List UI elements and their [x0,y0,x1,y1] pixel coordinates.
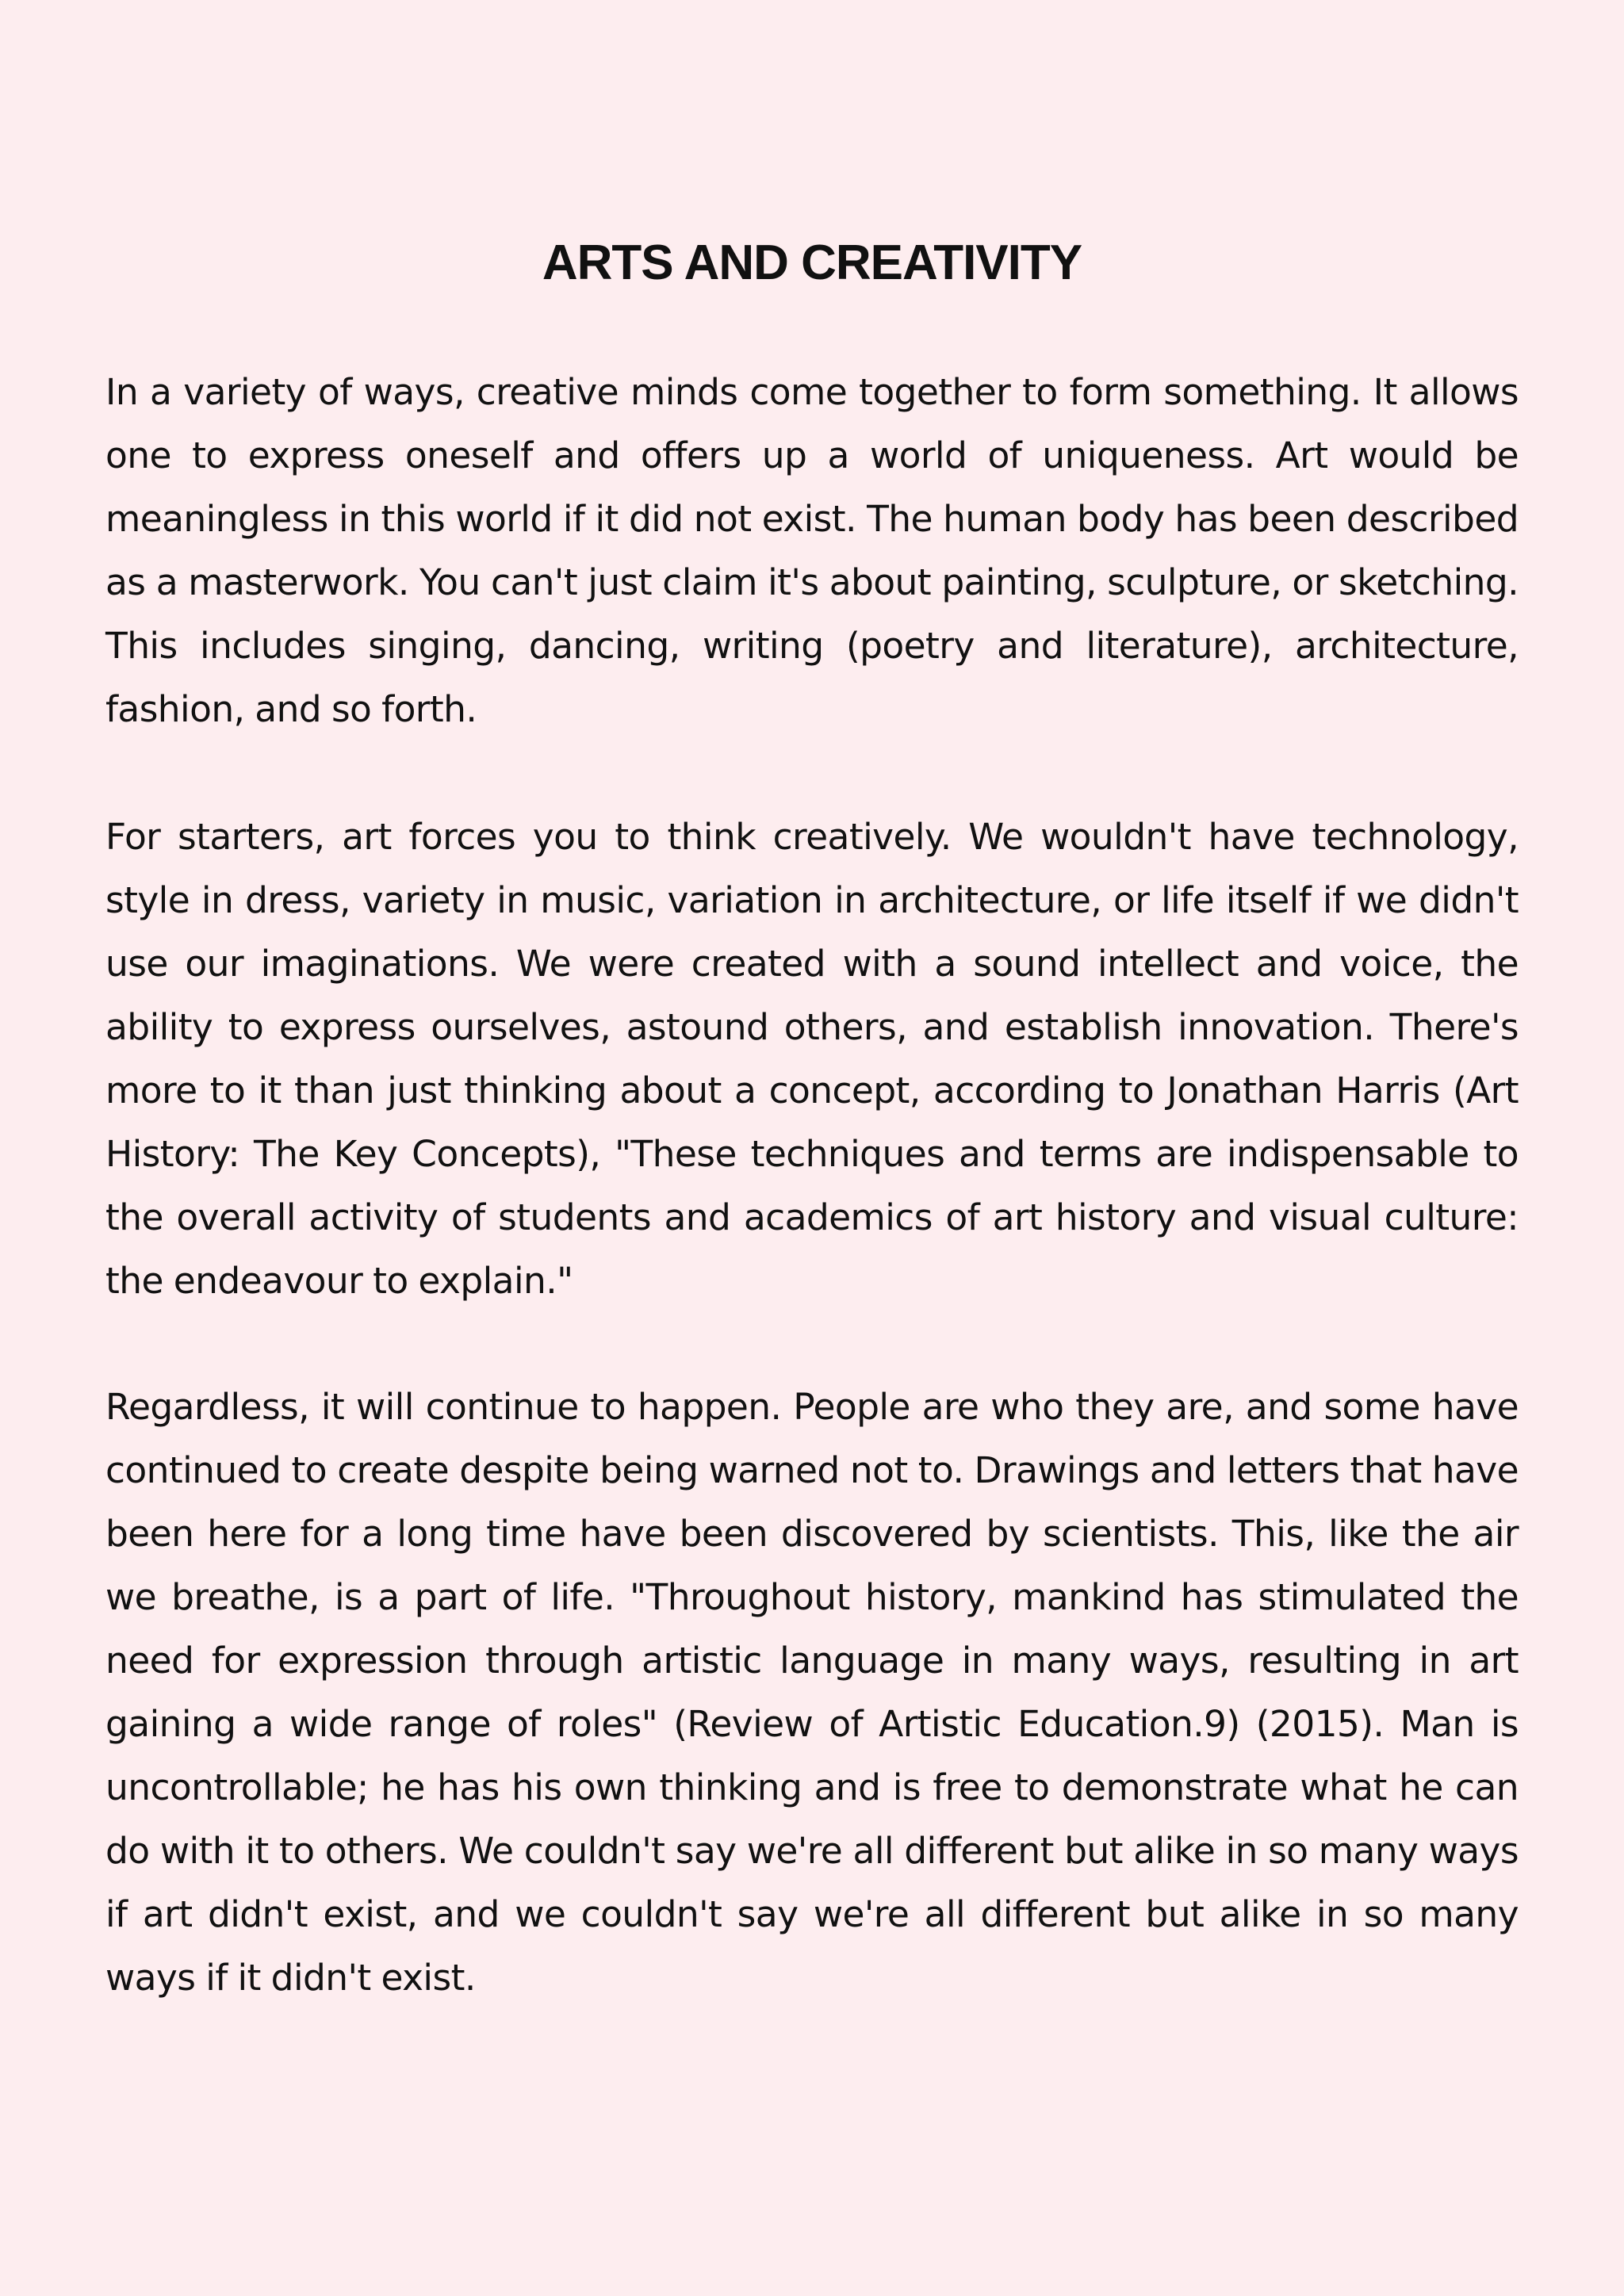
paragraph-expression: Regardless, it will continue to happen. People are who they are, and some have continued to create despite being warned not to. Drawings and letters that have been here for a long time have been discovered by scientists. This, like the air we breathe, is a part of life. "Throughout history, mankind has stimulated the need for expression through artistic language in many ways, resulting in art gaining a wide range of roles" (Review of Artistic Education.9) (2015). Man is uncontrollable; he has his own thinking and is free to demonstrate what he can do with it to others. We couldn't say we're all different but alike in so many ways if art didn't exist, and we couldn't say we're all different but alike in so many ways if it didn't exist. [105,1386,1519,1999]
document-page [105,0,1519,2296]
paragraph-creative-thinking: For starters, art forces you to think creatively. We wouldn't have technology, style in dress, variety in music, variation in architecture, or life itself if we didn't use our imaginations. We were created with a sound intellect and voice, the ability to express ourselves, astound others, and establish innovation. There's more to it than just thinking about a concept, according to Jonathan Harris (Art History: The Key Concepts), "These techniques and terms are indispensable to the overall activity of students and academics of art history and visual culture: the endeavour to explain." [105,816,1519,1302]
page-title: ARTS AND CREATIVITY [542,235,1082,290]
paragraph-intro: In a variety of ways, creative minds come together to form something. It allows one to express oneself and offers up a world of uniqueness. Art would be meaningless in this world if it did not exist. The human body has been described as a masterwork. You can't just claim it's about painting, sculpture, or sketching. This includes singing, dancing, writing (poetry and literature), architecture, fashion, and so forth. [105,371,1519,730]
